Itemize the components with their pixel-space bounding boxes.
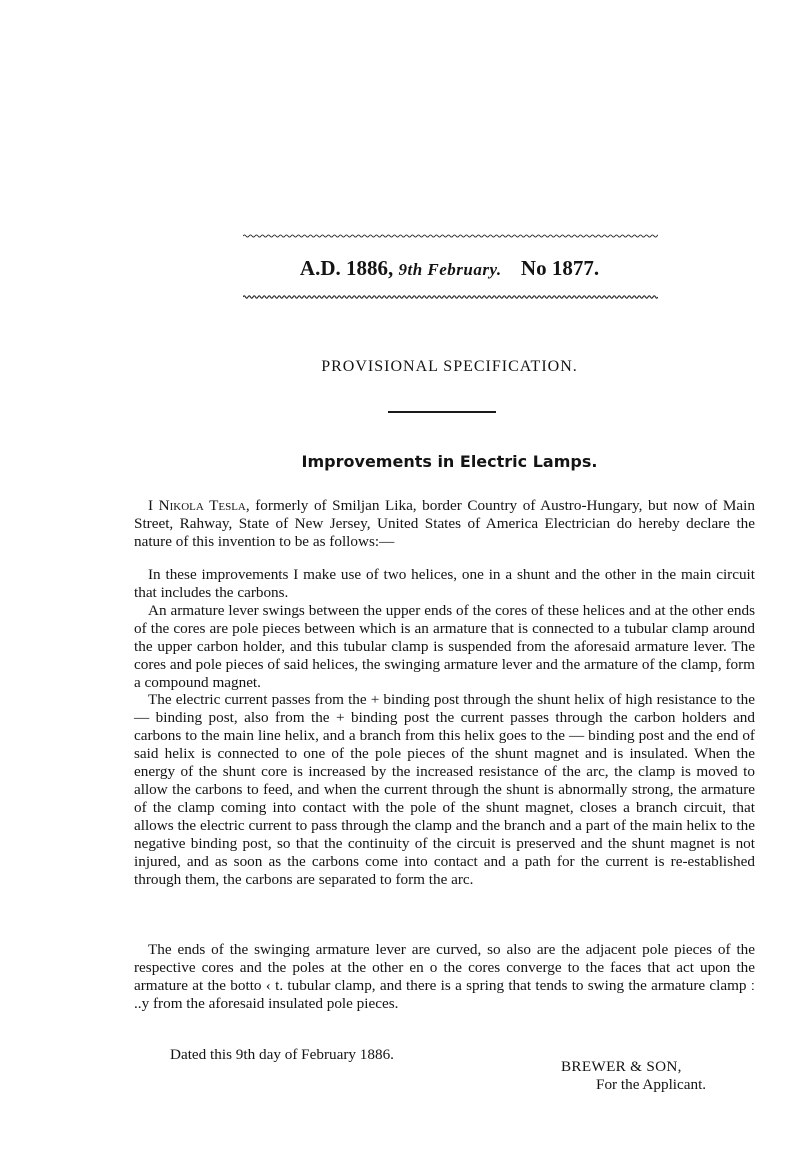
- agent-role: For the Applicant.: [596, 1076, 707, 1093]
- patent-date: 9th February.: [398, 260, 502, 279]
- inventor-name: I Nikola Tesla,: [148, 497, 250, 514]
- intro-text: formerly of Smiljan Lika, border Country of Austro-Hungary, but now of Main Street, Rahway, State of New Jersey, United States of America Electrician do hereby declare the nature of this invention to be as follows:—: [134, 497, 755, 550]
- document-type: PROVISIONAL SPECIFICATION.: [321, 358, 578, 375]
- paragraph-2: An armature lever swings between the upper ends of the cores of these helices and at the other ends of the cores are pole pieces between which is an armature that is connected to a tubular clamp around the upper carbon holder, and this tubular clamp is suspended from the aforesaid armature lever. The cores and pole pieces of said helices, the swinging armature lever and the armature of the clamp, form a compound magnet.: [134, 602, 755, 691]
- wavy-rule-bottom: [243, 293, 658, 301]
- document-title: Improvements in Electric Lamps.: [301, 452, 598, 471]
- section-divider: [388, 411, 496, 413]
- wavy-rule-top: [243, 232, 658, 240]
- paragraph-3: The electric current passes from the + binding post through the shunt helix of high resistance to the — binding post, also from the + binding post the current passes through the carbon holders and carbons to the main line helix, and a branch from this helix goes to the — binding post and the end of said helix is connected to one of the pole pieces of the shunt magnet and is insulated. When the energy of the shunt core is increased by the increased resistance of the arc, the clamp is moved to allow the carbons to feed, and when the current through the shunt is abnormally strong, the armature of the clamp coming into contact with the pole of the shunt magnet, closes a branch circuit, that allows the electric current to pass through the clamp and the branch and a part of the main helix to the negative binding post, so that the continuity of the circuit is preserved and the shunt magnet is not injured, and as soon as the carbons come into contact and a path for the current is re-established through them, the carbons are separated to form the arc.: [134, 691, 755, 888]
- dated-line: Dated this 9th day of February 1886.: [170, 1046, 394, 1063]
- paragraph-1: In these improvements I make use of two helices, one in a shunt and the other in the main circuit that includes the carbons.: [134, 566, 755, 601]
- paragraph-4: The ends of the swinging armature lever are curved, so also are the adjacent pole pieces of the respective cores and the poles at the other en o the cores converge to the faces that act upon the armature at the botto ‹ t. tubular clamp, and there is a spring that tends to swing the armature clamp ː ..y from the aforesaid insulated pole pieces.: [134, 941, 755, 1012]
- agent-name: BREWER & SON,: [561, 1058, 682, 1075]
- patent-header: [0, 256, 807, 281]
- patent-year: A.D. 1886,: [299, 256, 394, 280]
- patent-number: No 1877.: [520, 256, 600, 280]
- intro-paragraph: [134, 497, 755, 551]
